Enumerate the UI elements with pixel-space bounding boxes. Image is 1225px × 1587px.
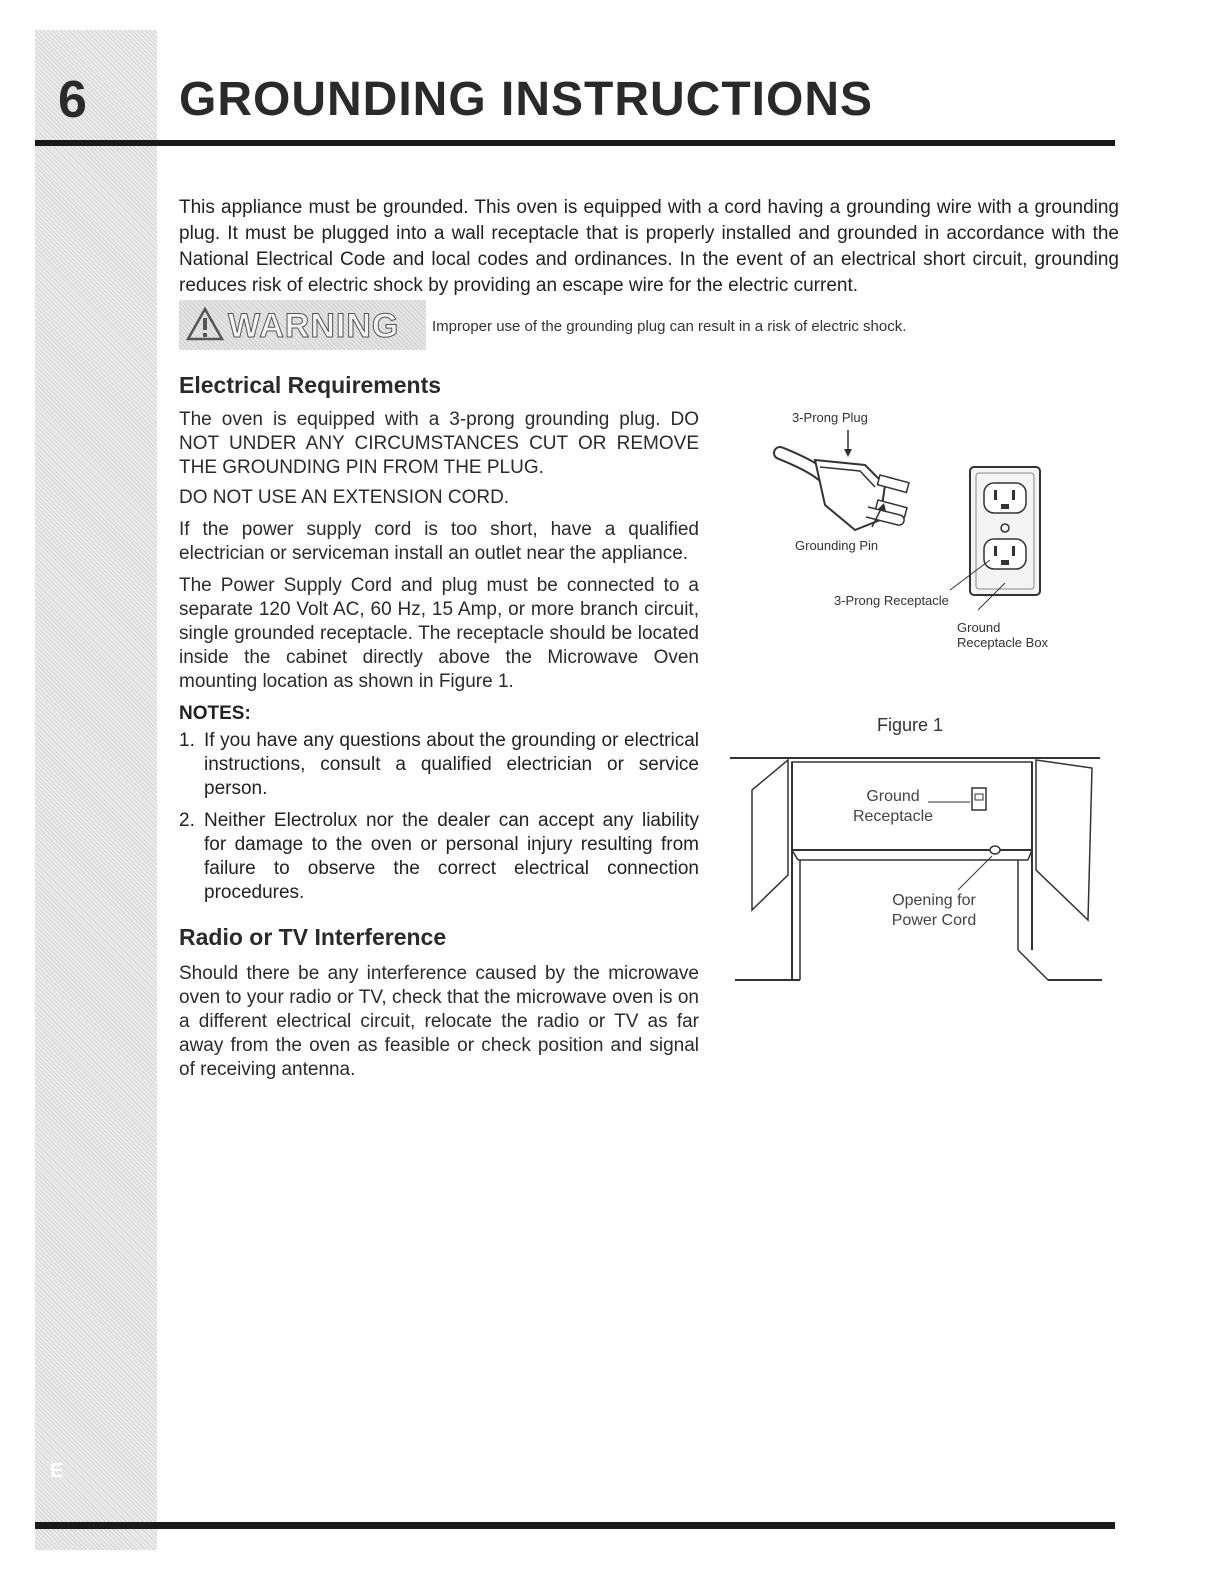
intro-paragraph: This appliance must be grounded. This oven is equipped with a cord having a grounding wire with a grounding plug. It must be plugged into a wall receptacle that is properly installed and grounded in accordance with the National Electrical Code and local codes and ordinances. In the event of an electrical short circuit, grounding reduces risk of electric shock by providing an escape wire for the electric current. — [179, 197, 1119, 296]
note-text: Neither Electrolux nor the dealer can accept any liability for damage to the oven or personal injury resulting from failure to observe the correct electrical connection procedures. — [204, 810, 699, 903]
interference-paragraph: Should there be any interference caused by the microwave oven to your radio or TV, check that the microwave oven is on a different electrical circuit, relocate the radio or TV as far away from the oven as feasible or check position and signal of receiving antenna. — [179, 963, 699, 1080]
interference-heading: Radio or TV Interference — [179, 924, 447, 950]
electrical-paragraph-1: The oven is equipped with a 3-prong grounding plug. DO NOT UNDER ANY CIRCUMSTANCES CUT OR REMOVE THE GROUNDING PIN FROM THE PLUG. — [179, 409, 699, 478]
plug-receptacle-illustration — [760, 405, 1080, 655]
note-number: 2. — [179, 810, 195, 831]
note-item — [179, 729, 699, 801]
chapter-sidebar — [35, 30, 157, 1550]
electrical-paragraph-2: DO NOT USE AN EXTENSION CORD. — [179, 487, 510, 508]
page-title: GROUNDING INSTRUCTIONS — [179, 73, 873, 126]
note-item — [179, 809, 699, 905]
ground-receptacle-label-2: Receptacle — [852, 808, 934, 825]
receptacle-box-label-2: Receptacle Box — [957, 635, 1049, 650]
receptacle-box-label-1: Ground — [957, 620, 1001, 635]
receptacle-label: 3-Prong Receptacle — [834, 593, 949, 608]
electrical-paragraph-4: The Power Supply Cord and plug must be connected to a separate 120 Volt AC, 60 Hz, 15 Amp, or more branch circuit, single grounded receptacle. The receptacle should be located inside the cabinet directly above the Microwave Oven mounting location as shown in Figure 1. — [179, 575, 699, 692]
ground-receptacle-label-1: Ground — [866, 788, 920, 805]
language-tab: E — [50, 1460, 64, 1482]
footer-rule — [35, 1522, 1115, 1529]
warning-label: WARNING — [228, 307, 400, 345]
electrical-requirements-heading: Electrical Requirements — [179, 372, 442, 398]
cabinet-illustration — [730, 750, 1110, 990]
warning-text: Improper use of the grounding plug can result in a risk of electric shock. — [432, 318, 907, 335]
grounding-pin-label: Grounding Pin — [795, 538, 879, 553]
electrical-paragraph-3: If the power supply cord is too short, have a qualified electrician or serviceman install an outlet near the appliance. — [179, 519, 699, 564]
plug-label: 3-Prong Plug — [792, 410, 868, 425]
figure-caption: Figure 1 — [877, 715, 944, 735]
warning-triangle-icon — [186, 307, 224, 341]
power-cord-opening-label-2: Power Cord — [891, 912, 977, 929]
note-text: If you have any questions about the grounding or electrical instructions, consult a qualified electrician or service person. — [204, 730, 699, 799]
header-rule — [35, 140, 1115, 146]
notes-heading: NOTES: — [179, 703, 251, 724]
power-cord-opening-label-1: Opening for — [892, 892, 976, 909]
note-number: 1. — [179, 730, 195, 751]
chapter-number: 6 — [58, 71, 87, 129]
